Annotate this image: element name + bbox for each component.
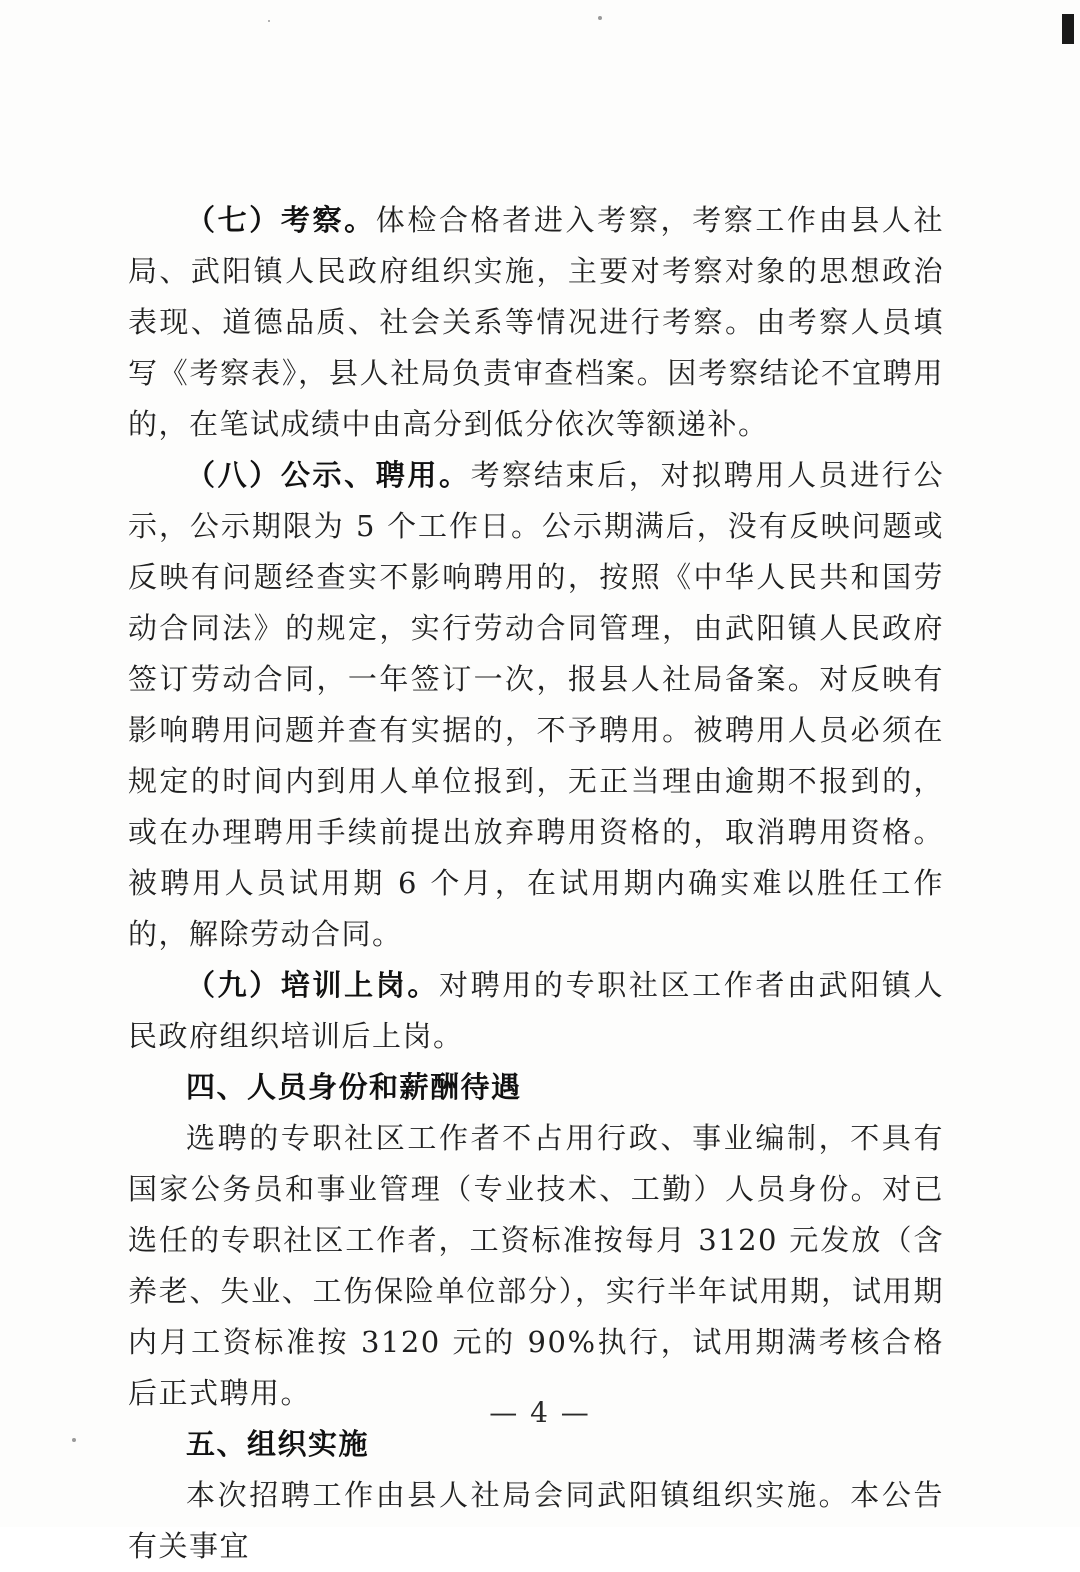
training-text: 对聘用的专职社区工作者由武阳镇人民政府组织培训后上岗。	[128, 968, 944, 1053]
publicity-hiring-heading: （八）公示、聘用。	[186, 458, 471, 492]
document-body	[128, 195, 944, 1572]
page-number: — 4 —	[489, 1396, 591, 1429]
inspection-heading: （七）考察。	[186, 203, 376, 237]
paragraph-publicity-hiring	[128, 450, 944, 960]
scan-edge-mark	[1062, 14, 1074, 44]
training-heading: （九）培训上岗。	[186, 968, 440, 1002]
paragraph-inspection	[128, 195, 944, 450]
inspection-text: 体检合格者进入考察，考察工作由县人社局、武阳镇人民政府组织实施，主要对考察对象的思想政治表现、道德品质、社会关系等情况进行考察。由考察人员填写《考察表》，县人社局负责审查档案。因考察结论不宜聘用的，在笔试成绩中由高分到低分依次等额递补。	[128, 203, 944, 441]
paragraph-identity-pay: 选聘的专职社区工作者不占用行政、事业编制，不具有国家公务员和事业管理（专业技术、工勤）人员身份。对已选任的专职社区工作者，工资标准按每月 3120 元发放（含养老、失业、工伤保险单位部分），实行半年试用期，试用期内月工资标准按 3120 元的 90%执行，试用期满考核合格后正式聘用。	[128, 1121, 944, 1410]
scan-speck	[598, 16, 602, 20]
paragraph-training	[128, 960, 944, 1062]
section-heading-organization: 五、组织实施	[186, 1427, 370, 1461]
scan-speck	[72, 1438, 76, 1442]
section-heading-identity-pay: 四、人员身份和薪酬待遇	[186, 1070, 522, 1104]
scan-speck	[268, 20, 270, 22]
publicity-hiring-text: 考察结束后，对拟聘用人员进行公示，公示期限为 5 个工作日。公示期满后，没有反映问题或反映有问题经查实不影响聘用的，按照《中华人民共和国劳动合同法》的规定，实行劳动合同管理，由武阳镇人民政府签订劳动合同，一年签订一次，报县人社局备案。对反映有影响聘用问题并查有实据的，不予聘用。被聘用人员必须在规定的时间内到用人单位报到，无正当理由逾期不报到的，或在办理聘用手续前提出放弃聘用资格的，取消聘用资格。被聘用人员试用期 6 个月，在试用期内确实难以胜任工作的，解除劳动合同。	[128, 458, 944, 951]
paragraph-organization: 本次招聘工作由县人社局会同武阳镇组织实施。本公告有关事宜	[128, 1478, 944, 1563]
